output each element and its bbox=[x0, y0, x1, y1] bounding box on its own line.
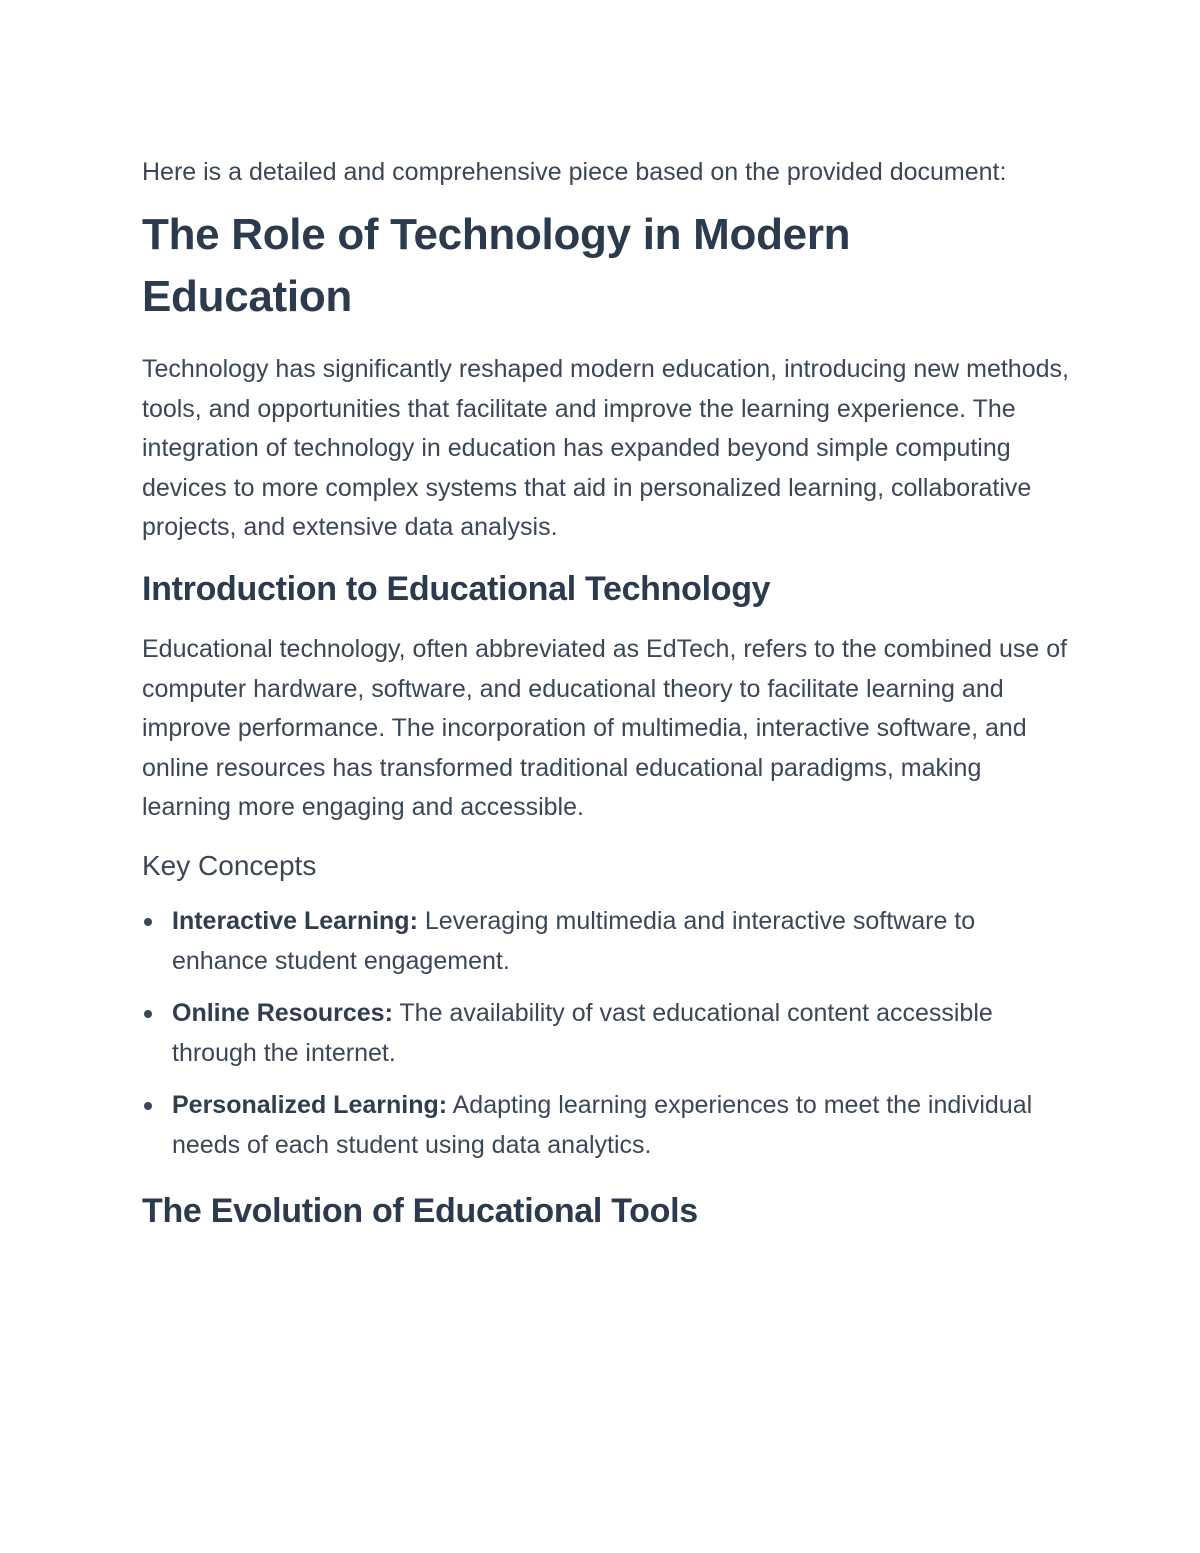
document-title: The Role of Technology in Modern Education bbox=[142, 210, 851, 321]
key-concepts-list bbox=[142, 902, 1072, 1166]
bullet-icon bbox=[144, 1010, 152, 1018]
intro-text: Here is a detailed and comprehensive piece based on the provided document: bbox=[142, 158, 1007, 186]
list-item bbox=[142, 902, 1072, 981]
concept-term: Online Resources: bbox=[172, 999, 393, 1028]
list-item bbox=[142, 1086, 1072, 1165]
concept-term: Personalized Learning: bbox=[172, 1091, 448, 1120]
intro-paragraph: Technology has significantly reshaped modern education, introducing new methods, tools, and opportunities that facilitate and improve the learning experience. The integration of technology in education has expanded beyond simple computing devices to more complex systems that aid in personalized learning, collaborative projects, and extensive data analysis. bbox=[142, 355, 1069, 542]
bullet-icon bbox=[144, 918, 152, 926]
edtech-paragraph: Educational technology, often abbreviated as EdTech, refers to the combined use of computer hardware, software, and educational theory to facilitate learning and improve performance. The incorporation of multimedia, interactive software, and online resources has transformed traditional educational paradigms, making learning more engaging and accessible. bbox=[142, 634, 1068, 822]
concept-description: Leveraging multimedia and interactive software to enhance student engagement. bbox=[172, 906, 976, 975]
document-page bbox=[142, 152, 1072, 1252]
section-heading-edtech: Introduction to Educational Technology bbox=[142, 569, 771, 608]
concept-description: Adapting learning experiences to meet the individual needs of each student using data analytics. bbox=[172, 1091, 1033, 1159]
bullet-icon bbox=[144, 1102, 152, 1110]
key-concepts-heading: Key Concepts bbox=[142, 849, 317, 881]
section-heading-evolution: The Evolution of Educational Tools bbox=[142, 1191, 698, 1230]
list-item bbox=[142, 994, 1072, 1073]
concept-description: The availability of vast educational content accessible through the internet. bbox=[172, 999, 993, 1067]
concept-term: Interactive Learning: bbox=[172, 906, 418, 935]
